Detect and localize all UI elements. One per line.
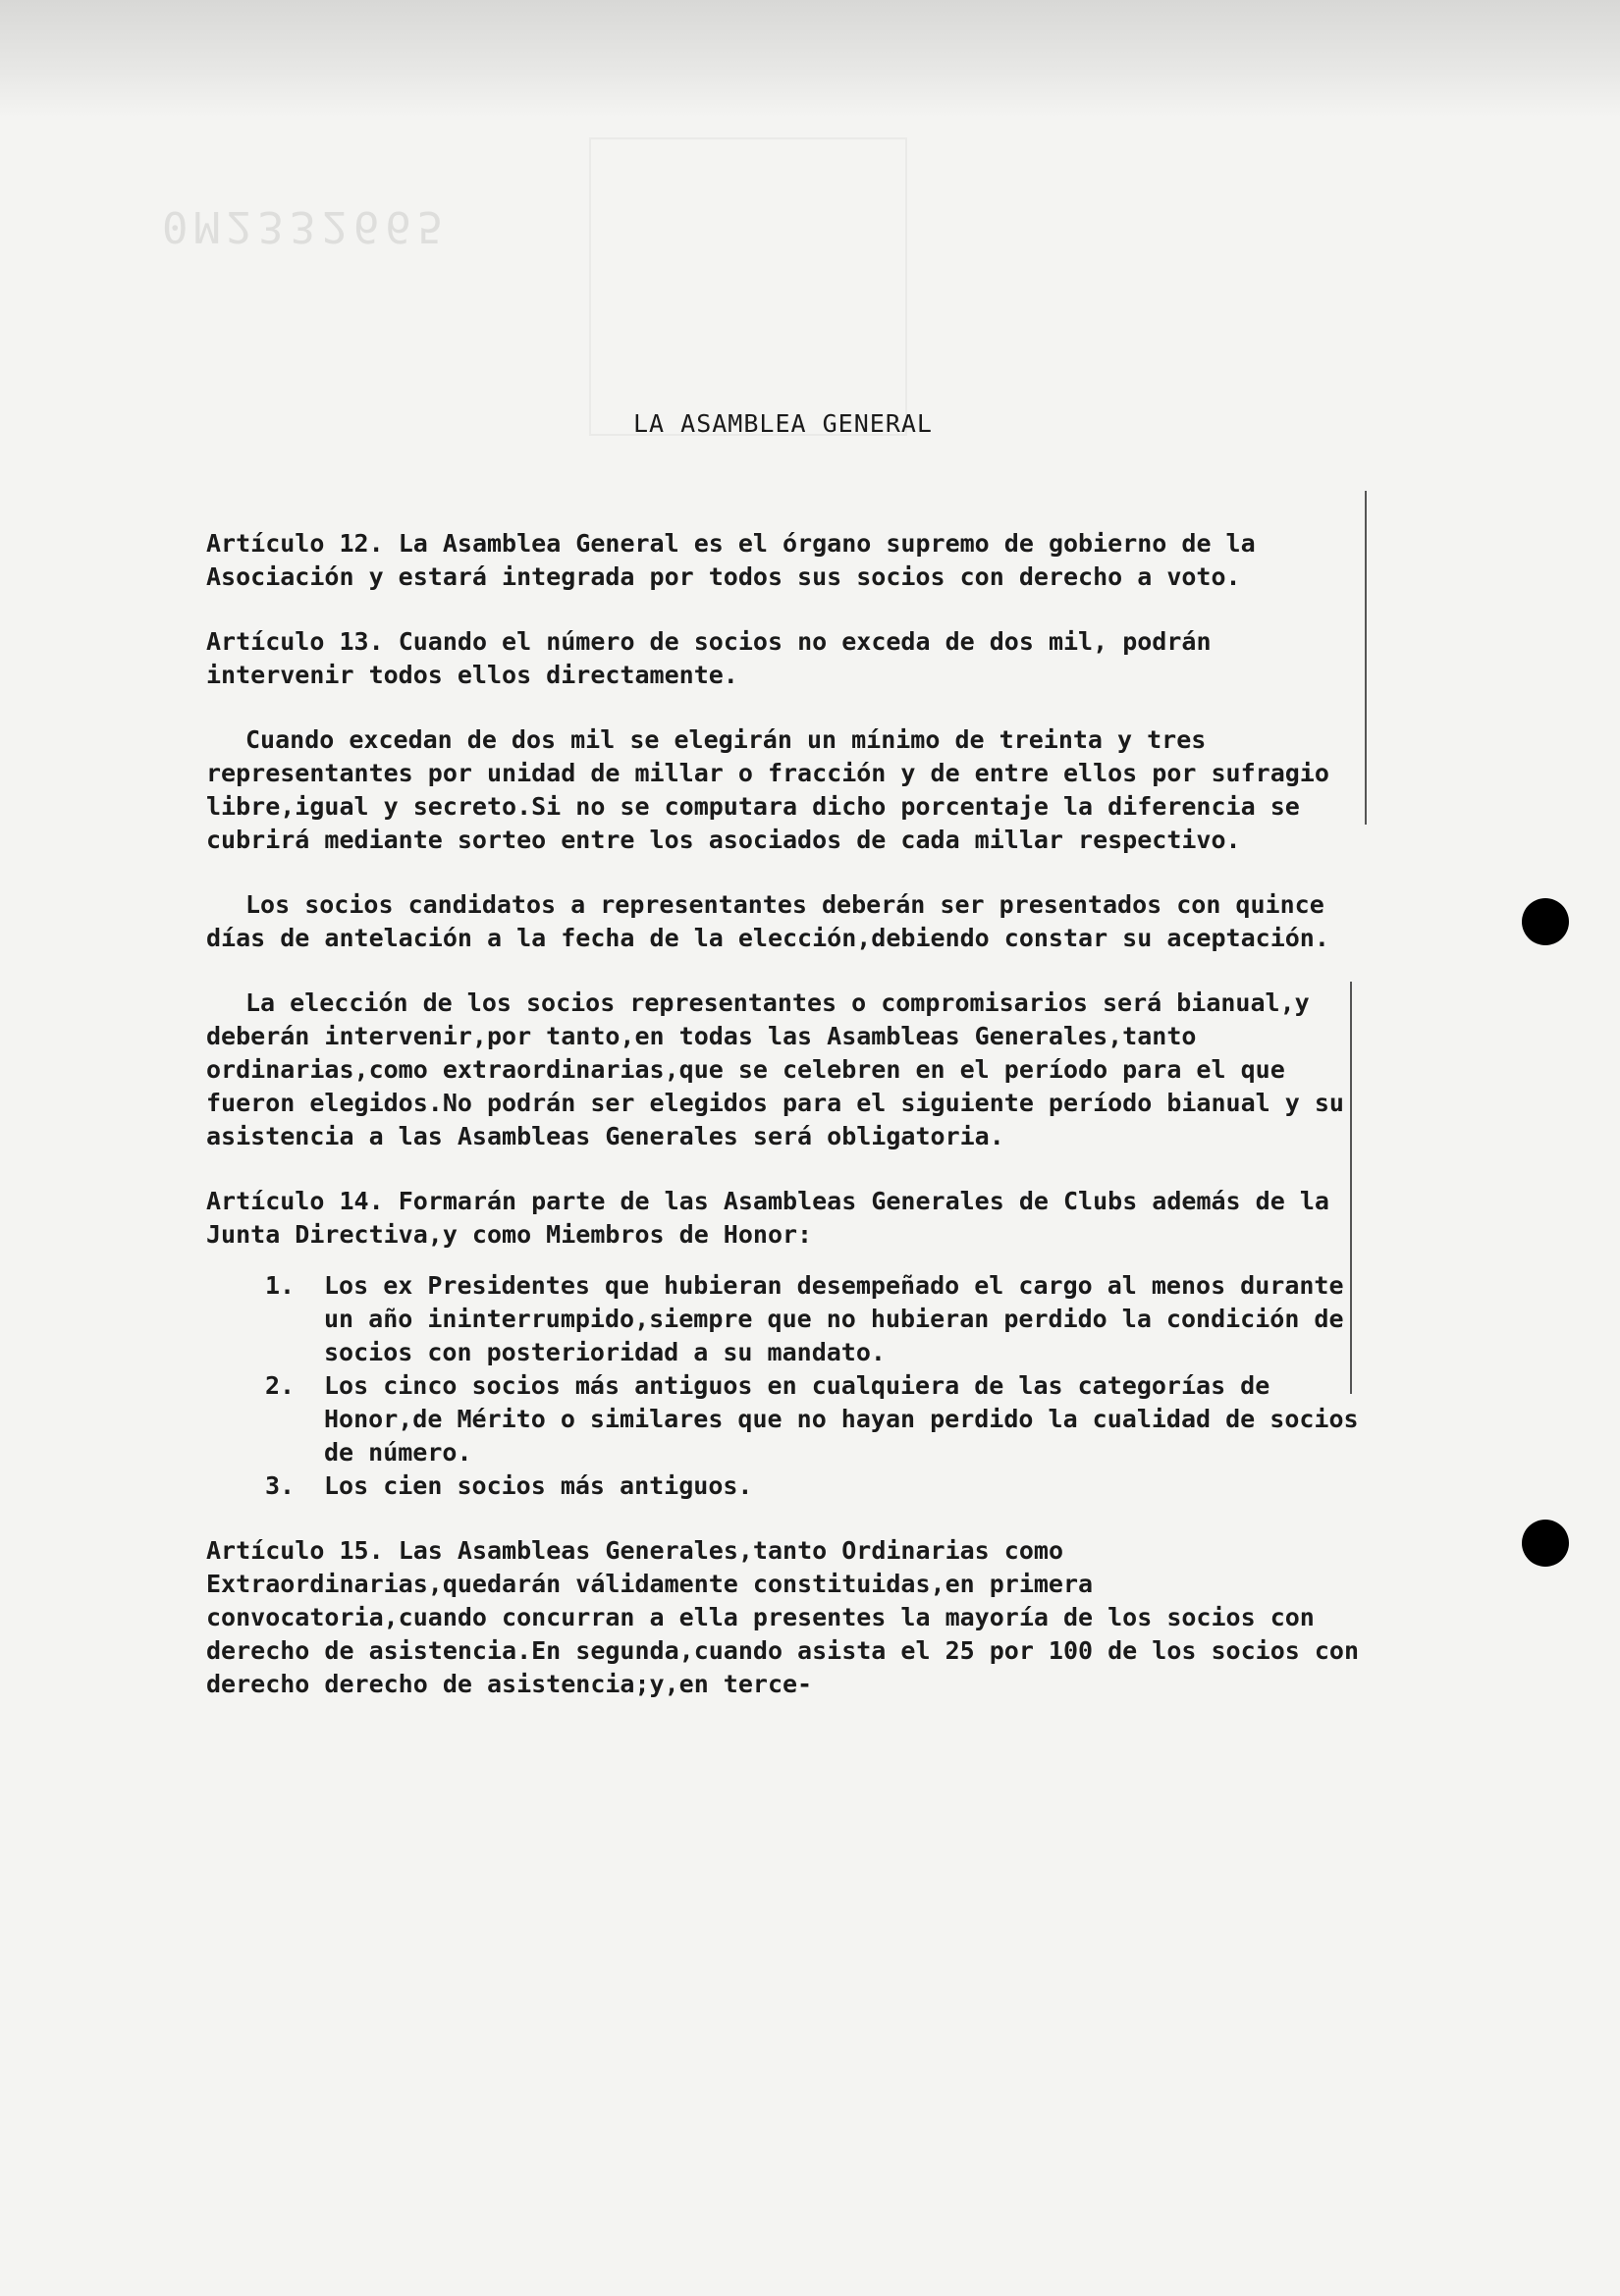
list-number: 2.	[265, 1371, 296, 1400]
article-text: Cuando el número de socios no exceda de dos mil, podrán intervenir todos ellos directamente.	[206, 627, 1212, 689]
article-label: Artículo 15.	[206, 1536, 384, 1565]
list-text: Los ex Presidentes que hubieran desempeñado el cargo al menos durante un año ininterrumpido,siempre que no hubieran perdido la condición de socios con posterioridad a su mandato.	[324, 1271, 1344, 1366]
margin-mark-upper	[1365, 491, 1367, 825]
article-14-list	[206, 1269, 1360, 1503]
article-15	[206, 1534, 1360, 1701]
list-item	[206, 1369, 1360, 1469]
article-text: La Asamblea General es el órgano supremo de gobierno de la Asociación y estará integrada por todos sus socios con derecho a voto.	[206, 529, 1256, 591]
article-13-paragraph-4: La elección de los socios representantes o compromisarios será bianual,y deberán intervenir,por tanto,en todas las Asambleas Generales,tanto ordinarias,como extraordinarias,que se celebren en el período para el que fueron elegidos.No podrán ser elegidos para el siguiente período bianual y su asistencia a las Asambleas Generales será obligatoria.	[206, 988, 1344, 1150]
punch-hole-lower	[1522, 1520, 1569, 1567]
document-body	[206, 407, 1360, 1733]
list-item	[206, 1469, 1360, 1503]
list-text: Los cinco socios más antiguos en cualquiera de las categorías de Honor,de Mérito o similares que no hayan perdido la cualidad de socios de número.	[324, 1371, 1359, 1467]
article-label: Artículo 12.	[206, 529, 384, 558]
bleed-through-serial: 0M2332665	[162, 201, 450, 251]
article-text: Formarán parte de las Asambleas Generales de Clubs además de la Junta Directiva,y como Miembros de Honor:	[206, 1187, 1329, 1249]
list-number: 1.	[265, 1271, 296, 1300]
article-12	[206, 527, 1360, 594]
article-label: Artículo 13.	[206, 627, 384, 656]
scan-top-shadow	[0, 0, 1620, 118]
list-item	[206, 1269, 1360, 1369]
article-14	[206, 1185, 1360, 1252]
article-13	[206, 625, 1360, 692]
punch-hole-upper	[1522, 898, 1569, 945]
list-number: 3.	[265, 1471, 296, 1500]
article-13-paragraph-3: Los socios candidatos a representantes deberán ser presentados con quince días de antelación a la fecha de la elección,debiendo constar su aceptación.	[206, 890, 1329, 952]
article-text: Las Asambleas Generales,tanto Ordinarias como Extraordinarias,quedarán válidamente constituidas,en primera convocatoria,cuando concurran a ella presentes la mayoría de los socios con derecho de asistencia.En segunda,cuando asista el 25 por 100 de los socios con derecho derecho de asistencia;y,en terce-	[206, 1536, 1359, 1698]
article-13-paragraph-2: Cuando excedan de dos mil se elegirán un mínimo de treinta y tres representantes por unidad de millar o fracción y de entre ellos por sufragio libre,igual y secreto.Si no se computara dicho porcentaje la diferencia se cubrirá mediante sorteo entre los asociados de cada millar respectivo.	[206, 725, 1329, 854]
page-title: LA ASAMBLEA GENERAL	[633, 409, 933, 438]
article-label: Artículo 14.	[206, 1187, 384, 1215]
bleed-through-stamp-frame	[589, 137, 907, 436]
list-text: Los cien socios más antiguos.	[324, 1471, 753, 1500]
